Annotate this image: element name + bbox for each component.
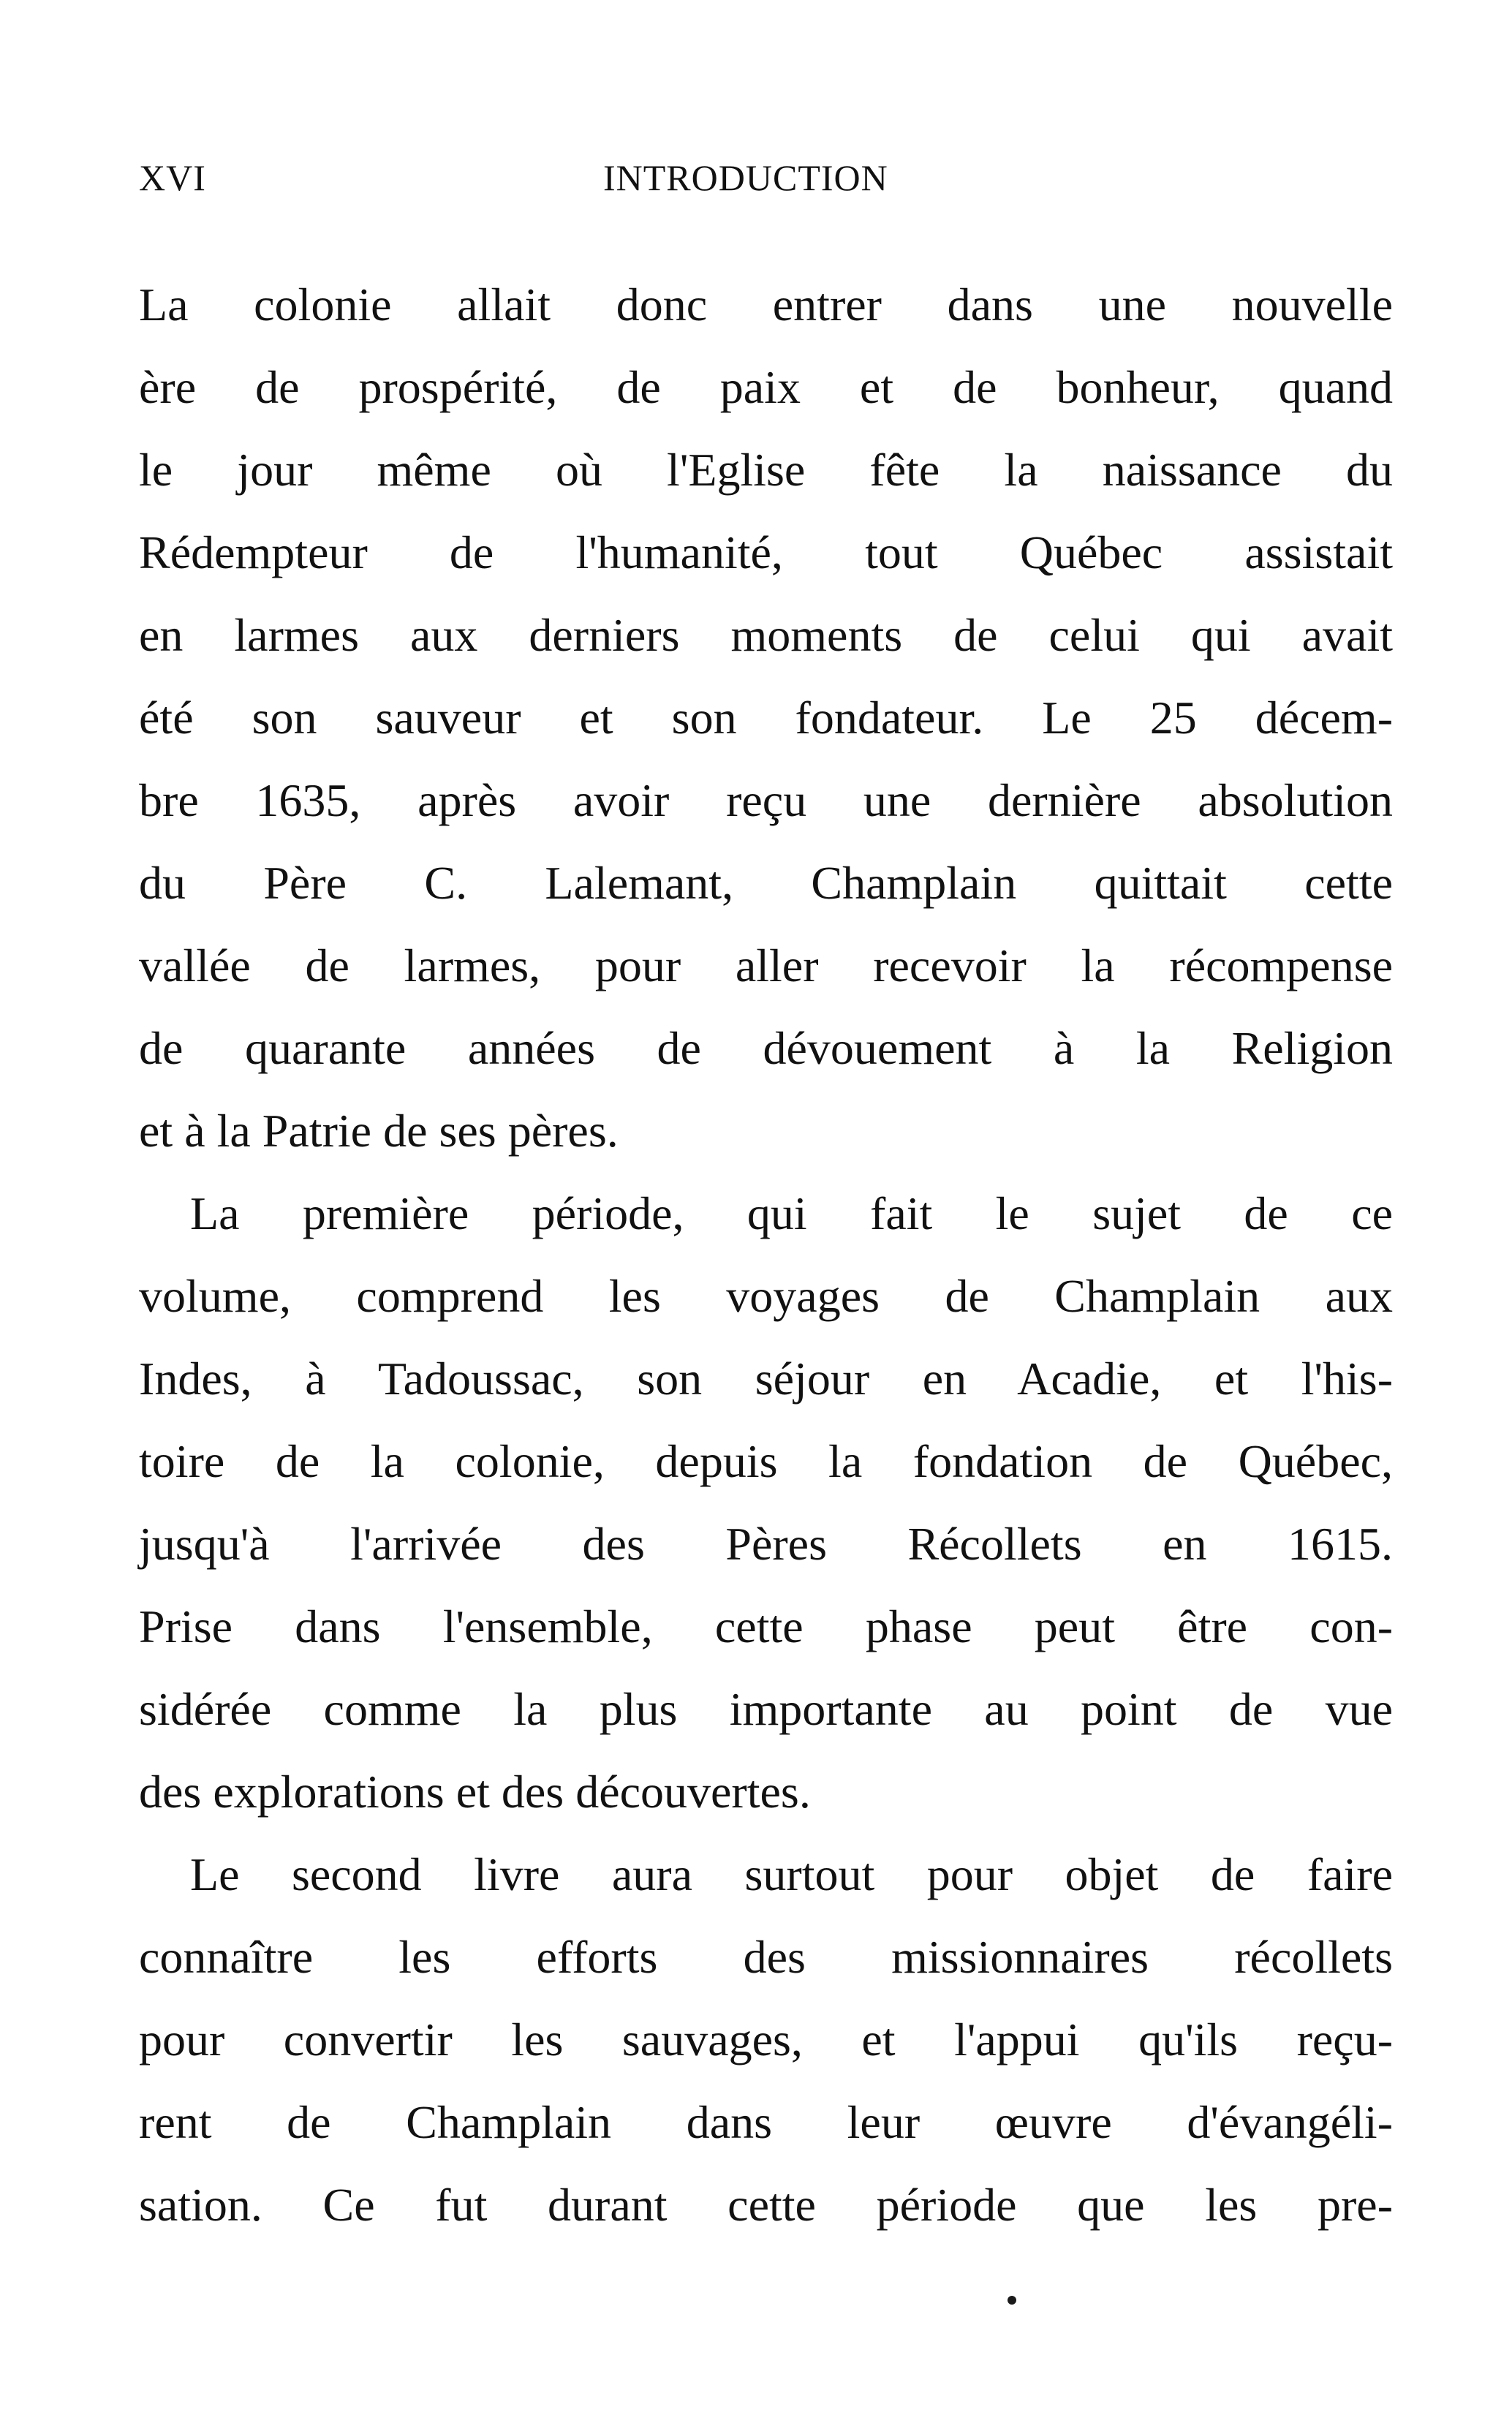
text-line: sation. Ce fut durant cette période que les pre- [139,2179,1393,2231]
text-line: Rédempteur de l'humanité, tout Québec assistait [139,526,1393,578]
text-line: ère de prospérité, de paix et de bonheur, quand [139,361,1393,413]
running-head [139,156,1393,208]
text-line: volume, comprend les voyages de Champlain aux [139,1270,1393,1322]
page-number: XVI [139,157,206,198]
text-line: des explorations et des découvertes. [139,1766,811,1818]
text-line: rent de Champlain dans leur œuvre d'évangéli- [139,2096,1393,2148]
text-line: connaître les efforts des missionnaires récollets [139,1931,1393,1983]
text-line: Le second livre aura surtout pour objet de faire [190,1848,1393,1900]
running-title: INTRODUCTION [603,157,888,198]
text-line: pour convertir les sauvages, et l'appui qu'ils reçu- [139,2014,1393,2066]
text-line: le jour même où l'Eglise fête la naissance du [139,444,1393,496]
text-line: Indes, à Tadoussac, son séjour en Acadie, et l'his- [139,1353,1393,1405]
text-line: en larmes aux derniers moments de celui qui avait [139,609,1393,661]
text-line: La colonie allait donc entrer dans une nouvelle [139,279,1393,330]
text-line: du Père C. Lalemant, Champlain quittait cette [139,857,1393,909]
text-line: vallée de larmes, pour aller recevoir la récompense [139,940,1393,991]
text-line: La première période, qui fait le sujet de ce [190,1187,1393,1239]
text-line: jusqu'à l'arrivée des Pères Récollets en 1615. [139,1518,1393,1570]
text-line: Prise dans l'ensemble, cette phase peut être con- [139,1600,1393,1652]
body-text [139,263,1393,2246]
text-line: sidérée comme la plus importante au point de vue [139,1683,1393,1735]
text-line: toire de la colonie, depuis la fondation de Québec, [139,1435,1393,1487]
text-line: bre 1635, après avoir reçu une dernière absolution [139,774,1393,826]
text-line: été son sauveur et son fondateur. Le 25 décem- [139,692,1393,744]
text-line: de quarante années de dévouement à la Religion [139,1022,1393,1074]
text-line: et à la Patrie de ses pères. [139,1105,619,1157]
footer-mark [1008,2296,1016,2305]
